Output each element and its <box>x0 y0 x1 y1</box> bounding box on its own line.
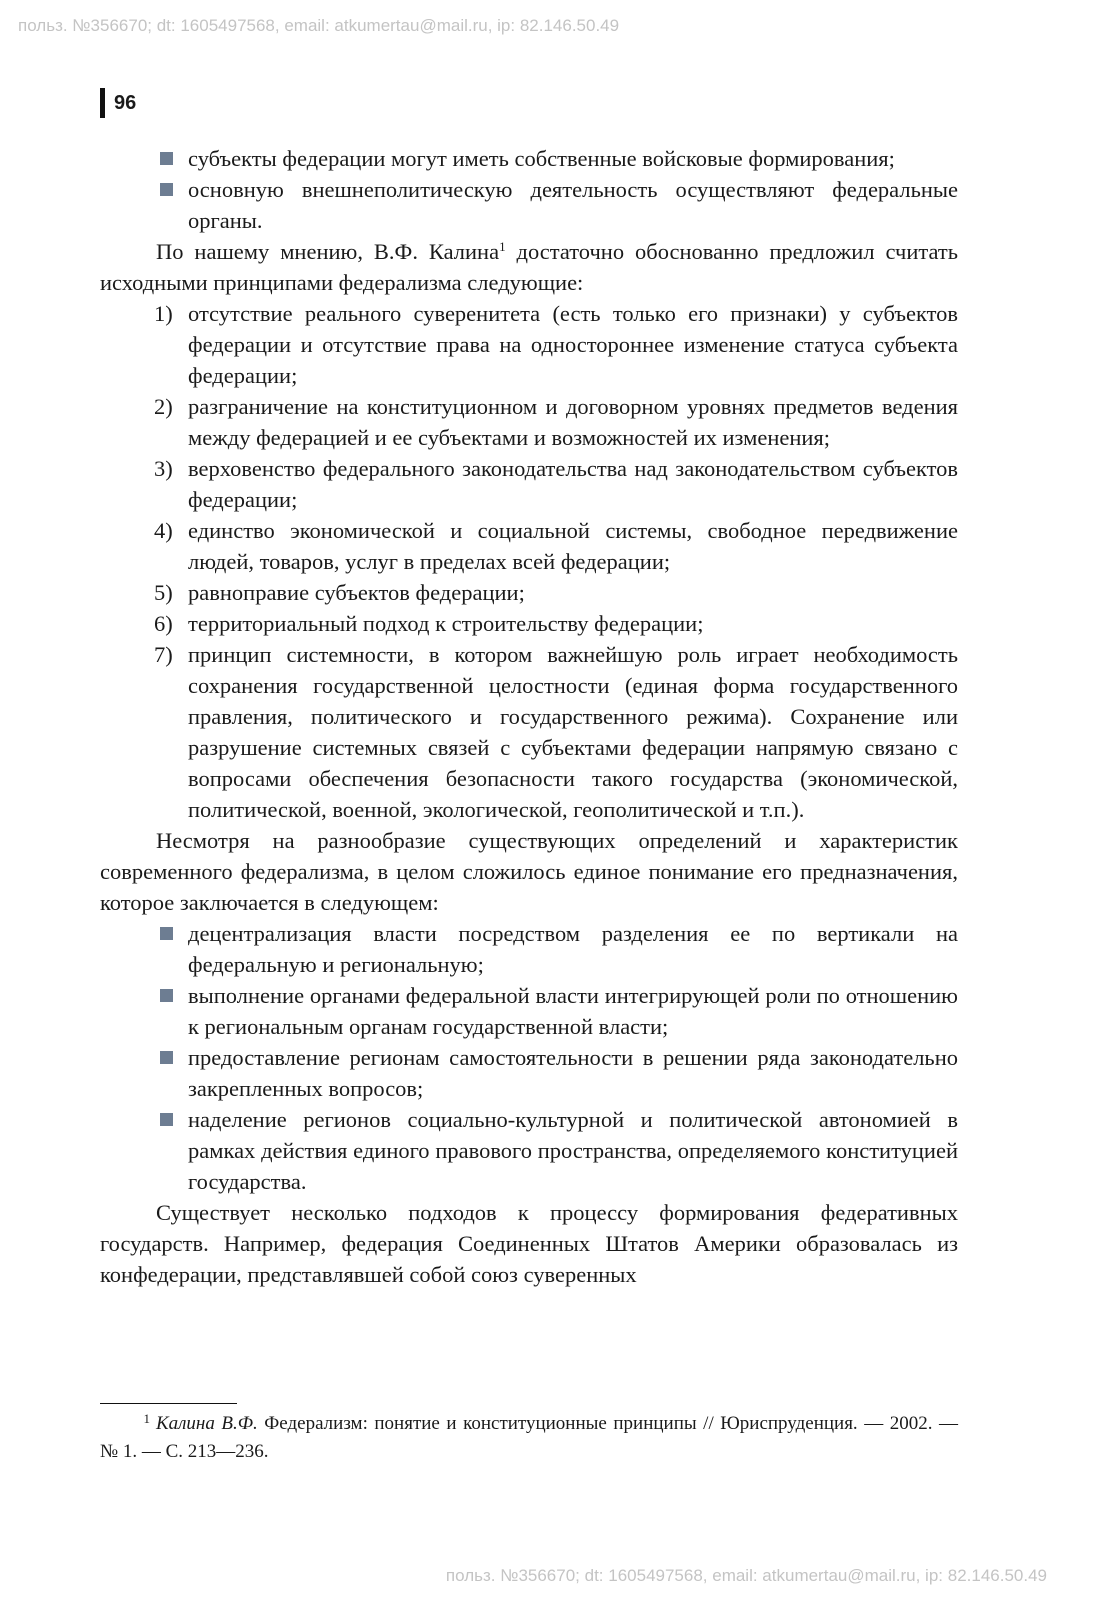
list-item-text: основную внешнеполитическую деятельность осуществляют федеральные органы. <box>188 177 958 233</box>
numbered-item <box>100 639 958 825</box>
bullet-square-icon <box>160 1113 173 1126</box>
list-item <box>100 980 958 1042</box>
item-text: верховенство федерального законодательства над законодательством субъектов федерации; <box>188 456 958 512</box>
bullet-square-icon <box>160 1051 173 1064</box>
list-item-text: предоставление регионам самостоятельности в решении ряда законодательно закрепленных вопросов; <box>188 1045 958 1101</box>
paragraph-text: достаточно обоснованно предложил считать исходными принципами федерализма следующие: <box>100 239 958 295</box>
bullet-list-top <box>100 143 958 236</box>
item-number: 2) <box>154 394 173 419</box>
item-number: 1) <box>154 301 173 326</box>
page-number-text: 96 <box>114 91 137 114</box>
numbered-item <box>100 515 958 577</box>
footnote-divider <box>100 1403 237 1404</box>
paragraph-approaches: Существует несколько подходов к процессу формирования федеративных государств. Например, федерация Соединенных Штатов Америки образовалась из конфедерации, представлявшей собой союз суверенных <box>100 1200 958 1287</box>
page-body <box>100 143 958 1290</box>
item-text: территориальный подход к строительству федерации; <box>188 611 704 636</box>
bullet-square-icon <box>160 927 173 940</box>
list-item-text: субъекты федерации могут иметь собственные войсковые формирования; <box>188 146 895 171</box>
item-text: единство экономической и социальной системы, свободное передвижение людей, товаров, услуг в пределах всей федерации; <box>188 518 958 574</box>
list-item-text: выполнение органами федеральной власти интегрирующей роли по отношению к региональным органам государственной власти; <box>188 983 958 1039</box>
numbered-item <box>100 608 958 639</box>
footnote-author: Калина В.Ф. <box>156 1413 258 1434</box>
footnote-text: Федерализм: понятие и конституционные принципы // Юриспруденция. — 2002. — № 1. — С. 213—236. <box>100 1413 959 1462</box>
footnote-reference[interactable]: 1 <box>499 239 506 254</box>
paragraph-purpose: Несмотря на разнообразие существующих определений и характеристик современного федерализма, в целом сложилось единое понимание его предназначения, которое заключается в следующем: <box>100 828 958 915</box>
item-text: разграничение на конституционном и договорном уровнях предметов ведения между федерацией и ее субъектами и возможностей их изменения; <box>188 394 958 450</box>
numbered-item <box>100 391 958 453</box>
item-number: 6) <box>154 611 173 636</box>
item-text: принцип системности, в котором важнейшую роль играет необходимость сохранения государственной целостности (единая форма государственного правления, политического и государственного режима). Сохранение или разрушение системных связей с субъектами федерации напрямую связано с вопросами обеспечения безопасности такого государства (экономической, политической, военной, экологической, геополитической и т.п.). <box>188 642 958 822</box>
list-item-text: наделение регионов социально-культурной и политической автономией в рамках действия единого правового пространства, определяемого конституцией государства. <box>188 1107 958 1194</box>
list-item <box>100 918 958 980</box>
paragraph-intro <box>100 236 958 298</box>
bullet-list-mid <box>100 918 958 1197</box>
footnote: 1 Калина В.Ф. Федерализм: понятие и конституционные принципы // Юриспруденция. — 2002. — № 1. — С. 213—236. <box>100 1411 959 1462</box>
item-number: 4) <box>154 518 173 543</box>
watermark-top: польз. №356670; dt: 1605497568, email: atkumertau@mail.ru, ip: 82.146.50.49 <box>18 16 620 35</box>
paragraph-text: По нашему мнению, В.Ф. Калина <box>156 239 500 264</box>
list-item-text: децентрализация власти посредством разделения ее по вертикали на федеральную и региональную; <box>188 921 958 977</box>
bullet-square-icon <box>160 989 173 1002</box>
page-number-bar <box>100 88 105 118</box>
numbered-item <box>100 577 958 608</box>
item-text: отсутствие реального суверенитета (есть только его признаки) у субъектов федерации и отсутствие права на одностороннее изменение статуса субъекта федерации; <box>188 301 958 388</box>
bullet-square-icon <box>160 183 173 196</box>
numbered-list <box>100 298 958 825</box>
numbered-item <box>100 453 958 515</box>
list-item <box>100 1104 958 1197</box>
numbered-item <box>100 298 958 391</box>
item-number: 3) <box>154 456 173 481</box>
bullet-square-icon <box>160 152 173 165</box>
item-number: 5) <box>154 580 173 605</box>
item-text: равноправие субъектов федерации; <box>188 580 525 605</box>
list-item <box>100 143 958 174</box>
list-item <box>100 174 958 236</box>
list-item <box>100 1042 958 1104</box>
page-number <box>100 88 136 118</box>
item-number: 7) <box>154 642 173 667</box>
watermark-bottom: польз. №356670; dt: 1605497568, email: atkumertau@mail.ru, ip: 82.146.50.49 <box>445 1566 1047 1585</box>
